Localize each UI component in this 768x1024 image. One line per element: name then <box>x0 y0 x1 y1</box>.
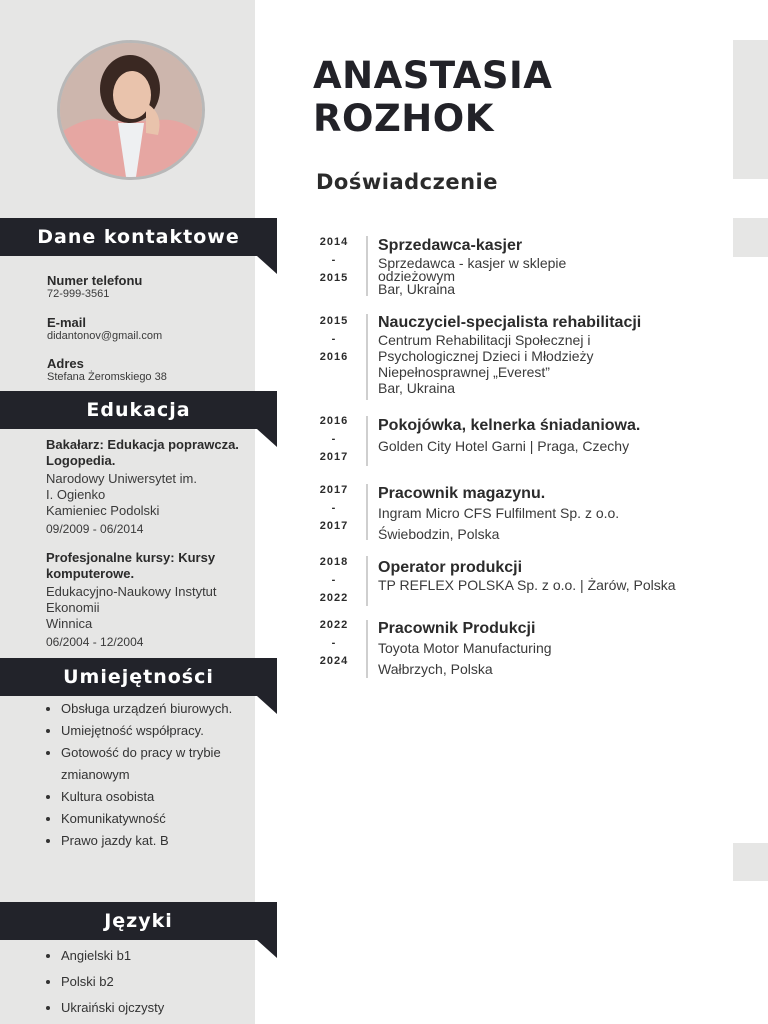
job-detail: Niepełnosprawnej „Everest” <box>378 364 550 380</box>
experience-years <box>312 412 356 466</box>
experience-entry <box>378 313 758 396</box>
year-start: 2017 <box>319 484 349 496</box>
job-detail: Bar, Ukraina <box>378 281 456 297</box>
job-detail: Golden City Hotel Garni | Praga, Czechy <box>378 438 630 454</box>
year-start: 2018 <box>319 556 349 568</box>
skill-item: • Prawo jazdy kat. B <box>61 830 261 852</box>
experience-years <box>312 616 356 670</box>
language-item: • Ukraiński ojczysty <box>61 995 261 1021</box>
phone-value: 72-999-3561 <box>47 288 110 300</box>
timeline-line <box>366 236 368 296</box>
experience-entry <box>378 484 758 542</box>
timeline-line <box>366 484 368 540</box>
education-line: I. Ogienko <box>46 487 106 502</box>
experience-entry <box>378 236 758 297</box>
education-entry <box>46 437 246 537</box>
timeline-line <box>366 620 368 678</box>
job-detail: Bar, Ukraina <box>378 380 456 396</box>
timeline-line <box>366 314 368 400</box>
job-detail: Wałbrzych, Polska <box>378 661 493 677</box>
skill-item: • Umiejętność współpracy. <box>61 720 261 742</box>
decorative-block <box>733 843 768 881</box>
year-end: 2022 <box>319 592 349 604</box>
job-detail: Świebodzin, Polska <box>378 526 500 542</box>
contact-section-header: Dane kontaktowe <box>0 218 277 256</box>
experience-years <box>312 312 356 366</box>
email-value: didantonov@gmail.com <box>47 330 163 342</box>
year-separator: - <box>331 333 337 345</box>
job-detail: Sprzedawca - kasjer w sklepie <box>378 255 567 271</box>
skill-item: • Gotowość do pracy w trybie zmianowym <box>61 742 261 786</box>
job-detail: Ingram Micro CFS Fulfilment Sp. z o.o. <box>378 505 620 521</box>
year-separator: - <box>331 637 337 649</box>
portrait-image <box>60 43 202 177</box>
decorative-block <box>733 40 768 179</box>
year-end: 2015 <box>319 272 349 284</box>
skills-section-header: Umiejętności <box>0 658 277 696</box>
year-start: 2014 <box>319 236 349 248</box>
education-section-header: Edukacja <box>0 391 277 429</box>
ribbon-fold <box>257 429 277 447</box>
languages-list <box>44 943 261 1021</box>
last-name: ROZHOK <box>313 97 494 140</box>
languages-section-header: Języki <box>0 902 277 940</box>
experience-entry <box>378 619 758 677</box>
skills-list <box>44 698 261 852</box>
job-title: Nauczyciel-specjalista rehabilitacji <box>378 314 642 331</box>
year-separator: - <box>331 433 337 445</box>
year-start: 2015 <box>319 315 349 327</box>
year-end: 2016 <box>319 351 349 363</box>
education-title: Bakałarz: Edukacja poprawcza. Logopedia. <box>46 437 239 468</box>
job-detail: Centrum Rehabilitacji Społecznej i <box>378 332 591 348</box>
education-entry <box>46 550 246 650</box>
skill-item: • Komunikatywność <box>61 808 261 830</box>
profile-photo <box>57 40 205 180</box>
first-name: ANASTASIA <box>313 54 553 97</box>
experience-years <box>312 553 356 607</box>
job-detail: odzieżowym <box>378 268 456 284</box>
year-end: 2017 <box>319 520 349 532</box>
year-end: 2024 <box>319 655 349 667</box>
address-value: Stefana Żeromskiego 38 <box>47 371 167 383</box>
job-detail: Psychologicznej Dzieci i Młodzieży <box>378 348 594 364</box>
job-detail: TP REFLEX POLSKA Sp. z o.o. | Żarów, Polska <box>378 577 676 593</box>
year-separator: - <box>331 574 337 586</box>
education-dates: 09/2009 - 06/2014 <box>46 522 144 536</box>
experience-section-title: Doświadczenie <box>316 170 498 194</box>
language-item: • Angielski b1 <box>61 943 261 969</box>
experience-years <box>312 233 356 287</box>
education-line: Narodowy Uniwersytet im. <box>46 471 197 486</box>
ribbon-fold <box>257 256 277 274</box>
year-end: 2017 <box>319 451 349 463</box>
year-separator: - <box>331 254 337 266</box>
job-title: Pracownik Produkcji <box>378 620 536 637</box>
address-label: Adres <box>47 356 84 371</box>
education-title: Profesjonalne kursy: Kursy komputerowe. <box>46 550 216 581</box>
education-line: Winnica <box>46 616 93 631</box>
timeline-line <box>366 556 368 606</box>
language-item: • Polski b2 <box>61 969 261 995</box>
education-dates: 06/2004 - 12/2004 <box>46 635 144 649</box>
email-label: E-mail <box>47 315 87 330</box>
education-line: Kamieniec Podolski <box>46 503 160 518</box>
job-title: Pokojówka, kelnerka śniadaniowa. <box>378 417 641 434</box>
year-start: 2016 <box>319 415 349 427</box>
full-name <box>313 54 552 140</box>
job-title: Operator produkcji <box>378 559 523 576</box>
job-detail: Toyota Motor Manufacturing <box>378 640 552 656</box>
experience-entry <box>378 558 758 593</box>
skill-item: • Kultura osobista <box>61 786 261 808</box>
education-line: Ekonomii <box>46 600 100 615</box>
timeline-line <box>366 416 368 466</box>
job-title: Sprzedawca-kasjer <box>378 237 523 254</box>
skill-item: • Obsługa urządzeń biurowych. <box>61 698 261 720</box>
job-title: Pracownik magazynu. <box>378 485 546 502</box>
education-line: Edukacyjno-Naukowy Instytut <box>46 584 217 599</box>
experience-years <box>312 481 356 535</box>
year-start: 2022 <box>319 619 349 631</box>
phone-label: Numer telefonu <box>47 273 143 288</box>
year-separator: - <box>331 502 337 514</box>
experience-entry <box>378 416 758 454</box>
